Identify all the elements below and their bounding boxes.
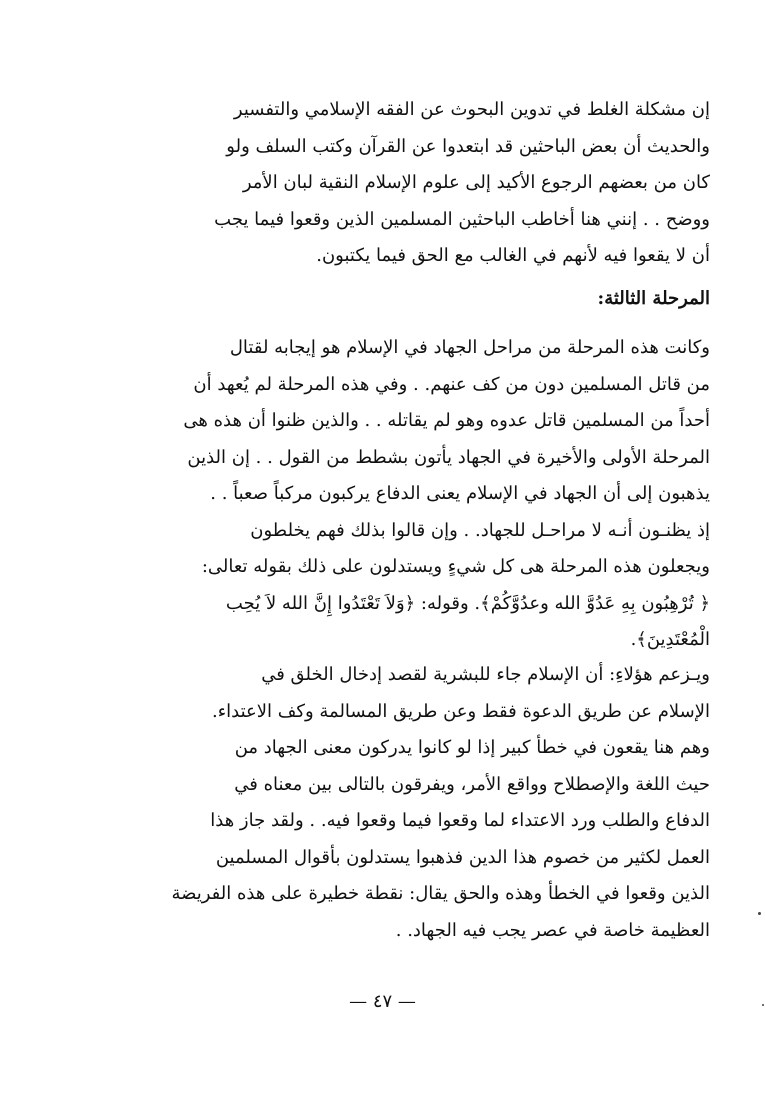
page-number: — ٤٧ —: [349, 991, 416, 1012]
text-line: إذ يظنـون أنـه لا مراحـل للجهاد. . وإن قالوا بذلك فهم يخلطون: [250, 519, 710, 541]
text-line: ﴿ تُرْهِبُون بِهِ عَدُوَّ الله وعدُوَّكُمْ﴾. وقوله: ﴿وَلاَ تَعْتَدُوا إِنَّ الله لاَ يُحِب: [225, 592, 710, 614]
text-line: أن لا يقعوا فيه لأنهم في الغالب مع الحق فيما يكتبون.: [316, 245, 710, 266]
text-line: ويجعلون هذه المرحلة هى كل شيءٍ ويستدلون على ذلك بقوله تعالى:: [201, 556, 710, 577]
scan-speck: [758, 912, 761, 915]
section-heading: المرحلة الثالثة:: [597, 288, 710, 309]
text-line: ويـزعم هؤلاءِ: أن الإسلام جاء للبشرية لقصد إدخال الخلق في: [261, 664, 710, 685]
paragraph-2: [98, 330, 710, 659]
text-line: أحداً من المسلمين قاتل عدوه وهو لم يقاتله . . والذين ظنوا أن هذه هى: [183, 410, 710, 431]
text-line: يذهبون إلى أن الجهاد في الإسلام يعنى الدفاع يركبون مركباً صعباً . .: [210, 483, 710, 504]
text-line: ووضح . . إنني هنا أخاطب الباحثين المسلمين الذين وقعوا فيما يجب: [214, 208, 710, 230]
text-line: الإسلام عن طريق الدعوة فقط وعن طريق المسالمة وكف الاعتداء.: [211, 700, 710, 722]
text-line: والحديث أن بعض الباحثين قد ابتعدوا عن القرآن وكتب السلف ولو: [226, 135, 710, 157]
text-line: المرحلة الأولى والأخيرة في الجهاد يأتون بشطط من القول . . إن الذين: [187, 446, 710, 468]
text-line: كان من بعضهم الرجوع الأكيد إلى علوم الإسلام النقية لبان الأمر: [242, 172, 710, 193]
text-line: من قاتل المسلمين دون من كف عنهم. . وفي هذه المرحلة لم يُعهد أن: [193, 373, 710, 395]
text-line: حيث اللغة والإصطلاح وواقع الأمر، ويفرقون بالتالى بين معناه في: [234, 773, 710, 795]
text-line: العمل لكثير من خصوم هذا الدين فذهبوا يستدلون بأقوال المسلمين: [215, 846, 710, 868]
text-line: الذين وقعوا في الخطأ وهذه والحق يقال: نقطة خطيرة على هذه الفريضة: [171, 883, 710, 904]
paragraph-1: [98, 92, 710, 275]
text-line: وهم هنا يقعون في خطأ كبير إذا لو كانوا يدركون معنى الجهاد من: [234, 737, 710, 758]
text-line: إن مشكلة الغلط في تدوين البحوث عن الفقه الإسلامي والتفسير: [233, 99, 710, 120]
text-line: وكانت هذه المرحلة من مراحل الجهاد في الإسلام هو إيجابه لقتال: [229, 337, 710, 358]
scan-speck: [762, 1004, 764, 1006]
text-line: الْمُعْتَدِينَ﴾.: [630, 629, 710, 650]
paragraph-3: [98, 657, 710, 949]
text-line: العظيمة خاصة في عصر يجب فيه الجهاد. .: [395, 919, 710, 941]
text-line: الدفاع والطلب ورد الاعتداء لما وقعوا فيما وقعوا فيه. . ولقد جاز هذا: [210, 810, 710, 831]
